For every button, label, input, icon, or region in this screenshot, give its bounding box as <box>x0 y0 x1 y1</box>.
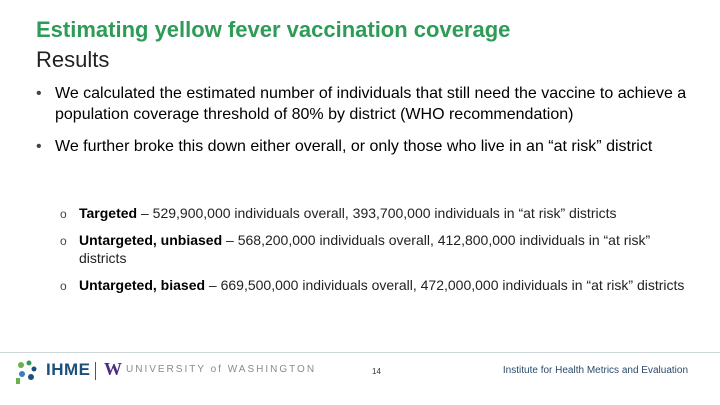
sub-bullet-text: – 568,200,000 individuals overall, 412,800,000 individuals in “at risk” districts <box>79 232 651 266</box>
ihme-logo-icon <box>14 358 40 384</box>
sub-bullet-list <box>60 204 690 303</box>
slide-title: Estimating yellow fever vaccination coverage <box>36 17 511 42</box>
sub-bullet-item <box>60 276 690 294</box>
footer-separator <box>95 362 96 380</box>
sub-bullet-text: – 669,500,000 individuals overall, 472,000,000 individuals in “at risk” districts <box>205 277 685 293</box>
bullet-list <box>36 83 696 168</box>
footer-divider <box>0 352 720 353</box>
sub-bullet-label: Untargeted, unbiased <box>79 232 223 248</box>
bullet-dot-icon: • <box>36 85 42 102</box>
footer <box>0 356 720 386</box>
uw-wordmark: UNIVERSITY of WASHINGTON <box>126 364 317 375</box>
hollow-circle-icon: o <box>60 207 67 221</box>
sub-bullet-label: Untargeted, biased <box>79 277 206 293</box>
bullet-item <box>36 83 696 125</box>
sub-bullet-item <box>60 231 690 267</box>
hollow-circle-icon: o <box>60 234 67 248</box>
sub-bullet-item <box>60 204 690 222</box>
hollow-circle-icon: o <box>60 279 67 293</box>
bullet-dot-icon: • <box>36 138 42 155</box>
institute-name: Institute for Health Metrics and Evaluation <box>502 365 688 376</box>
sub-bullet-text: – 529,900,000 individuals overall, 393,700,000 individuals in “at risk” districts <box>137 205 617 221</box>
bullet-text: We further broke this down either overall, or only those who live in an “at risk” district <box>55 138 653 155</box>
sub-bullet-label: Targeted <box>79 205 138 221</box>
page-number: 14 <box>372 367 381 376</box>
ihme-wordmark: IHME <box>46 360 91 379</box>
uw-logo-letter: W <box>104 359 122 379</box>
bullet-text: We calculated the estimated number of individuals that still need the vaccine to achieve a population coverage threshold of 80% by district (WHO recommendation) <box>55 85 687 123</box>
slide-subtitle: Results <box>36 47 110 72</box>
bullet-item <box>36 136 696 157</box>
